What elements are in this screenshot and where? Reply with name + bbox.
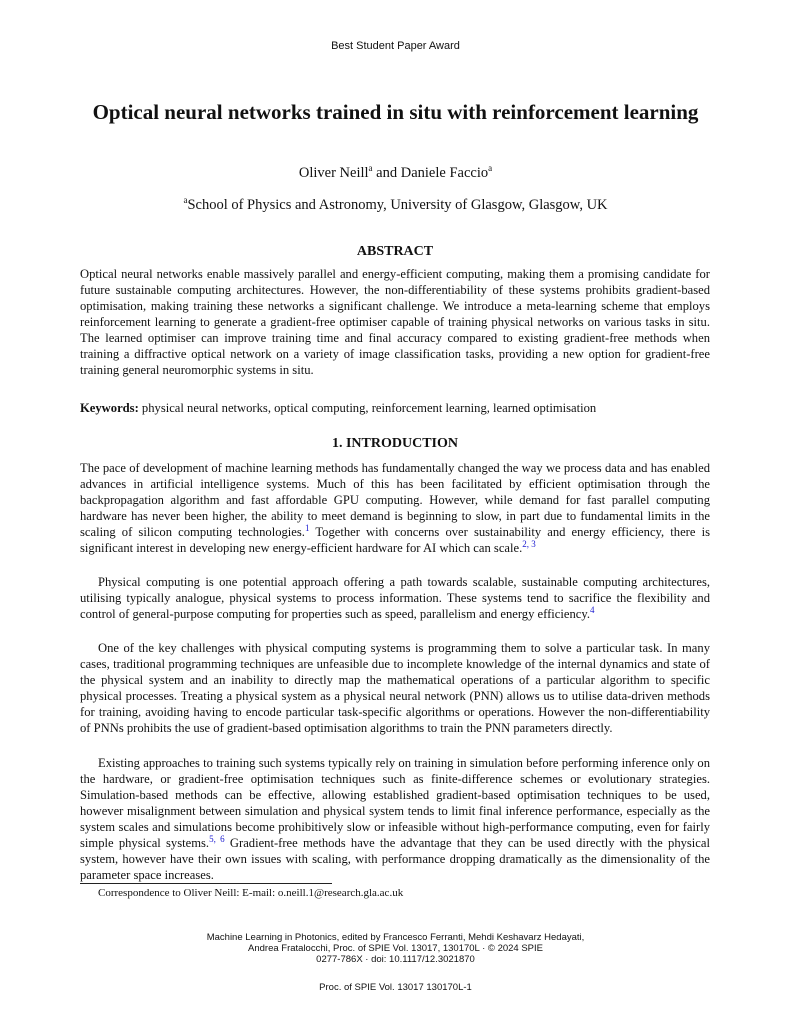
page-footer: Proc. of SPIE Vol. 13017 130170L-1 <box>319 982 472 993</box>
citation-link[interactable]: 2, 3 <box>522 538 536 549</box>
intro-paragraph-2 <box>80 574 710 622</box>
citation-link[interactable]: 1 <box>304 522 310 533</box>
author-list <box>0 165 791 182</box>
correspondence-footnote: Correspondence to Oliver Neill: E-mail: o.neill.1@research.gla.ac.uk <box>98 887 404 899</box>
intro-paragraph-1 <box>80 460 710 556</box>
award-header: Best Student Paper Award <box>331 40 460 52</box>
author-name: Oliver Neill <box>298 165 369 181</box>
paragraph-text: Existing approaches to training such systems typically rely on training in simulation before performing inference only on the hardware, or gradient-free optimisation techniques such as finite-difference schemes or evolutionary strategies. Simulation-based methods can be effective, allowing established gradient-based optimisation techniques to be used, however misalignment between simulation and physical system tends to limit final inference performance, especially as the system scales and simulations become prohibitively slow or infeasible without high-performance computing, even for fairly simple physical systems. <box>80 756 710 850</box>
intro-paragraph-3 <box>80 640 710 736</box>
keywords-label: Keywords: <box>80 401 139 415</box>
paper-title: Optical neural networks trained in situ with reinforcement learning <box>92 100 699 124</box>
paragraph-text: One of the key challenges with physical computing systems is programming them to solve a particular task. In many cases, traditional programming techniques are unfeasible due to incomplete knowledge of the internal dynamics and state of the physical system and an inability to directly map the mathematical operations of a particular algorithm to specific physical processes. Treating a physical system as a physical neural network (PNN) allows us to utilise data-driven methods for training, avoiding having to encode particular task-specific algorithms or operations. However the non-differentiability of PNNs prohibits the use of gradient-based optimisation algorithms to train the PNN parameters directly. <box>80 641 710 735</box>
abstract-body: Optical neural networks enable massively parallel and energy-efficient computing, making them a promising candidate for future sustainable computing architectures. However, the non-differentiability of these systems prohibits gradient-based optimisation, making training these networks a significant challenge. We introduce a meta-learning scheme that employs reinforcement learning to generate a gradient-free optimiser capable of training physical networks on various tasks in situ. The learned optimiser can improve training time and final accuracy compared to existing gradient-free methods when training a diffractive optical network on a variety of image classification tasks, providing a new option for gradient-free training general neuromorphic systems in situ. <box>80 267 710 377</box>
section-heading-introduction: 1. INTRODUCTION <box>331 436 458 451</box>
paragraph-text: The pace of development of machine learning methods has fundamentally changed the way we process data and has enabled advances in artificial intelligence systems. Much of this has been facilitated by efficient optimisation through the backpropagation algorithm and fast affordable GPU computing. However, while demand for fast parallel computing hardware has never been higher, the ability to meet demand is beginning to slow, in part due to fundamental limits in the scaling of silicon computing technologies. <box>80 461 710 539</box>
footnote-divider <box>80 883 332 884</box>
citation-link[interactable]: 4 <box>590 604 595 615</box>
affiliation-marker: a <box>368 163 373 174</box>
author-joiner: and <box>372 165 401 181</box>
publication-line: Andrea Fratalocchi, Proc. of SPIE Vol. 13017, 130170L · © 2024 SPIE <box>248 943 543 954</box>
publication-line: Machine Learning in Photonics, edited by Francesco Ferranti, Mehdi Keshavarz Hedayati, <box>206 932 585 943</box>
publication-line: 0277-786X · doi: 10.1117/12.3021870 <box>316 954 475 965</box>
citation-link[interactable]: 5, 6 <box>209 833 225 844</box>
publication-info <box>0 932 791 965</box>
paragraph-text: Together with concerns over sustainability and energy efficiency, there is significant interest in developing new energy-efficient hardware for AI which can scale. <box>80 525 710 555</box>
abstract-heading: ABSTRACT <box>356 244 434 259</box>
affiliation-marker: a <box>488 163 493 174</box>
paragraph-text: Physical computing is one potential approach offering a path towards scalable, sustainable computing architectures, utilising typically analogue, physical systems to process information. These systems tend to sacrifice the flexibility and control of general-purpose computing for properties such as speed, parallelism and energy efficiency. <box>80 575 710 621</box>
keywords-text: physical neural networks, optical computing, reinforcement learning, learned optimisation <box>141 401 597 415</box>
author-name: Daniele Faccio <box>400 165 489 181</box>
paragraph-text: Gradient-free methods have the advantage that they can be used directly with the physical system, however have their own issues with scaling, with performance dropping dramatically as the dimensionality of the parameter space increases. <box>80 836 710 882</box>
affiliation <box>0 197 791 214</box>
affiliation-marker: a <box>183 195 188 206</box>
keywords <box>80 400 710 416</box>
affiliation-text: School of Physics and Astronomy, University of Glasgow, Glasgow, UK <box>187 197 608 213</box>
intro-paragraph-4 <box>80 755 710 883</box>
